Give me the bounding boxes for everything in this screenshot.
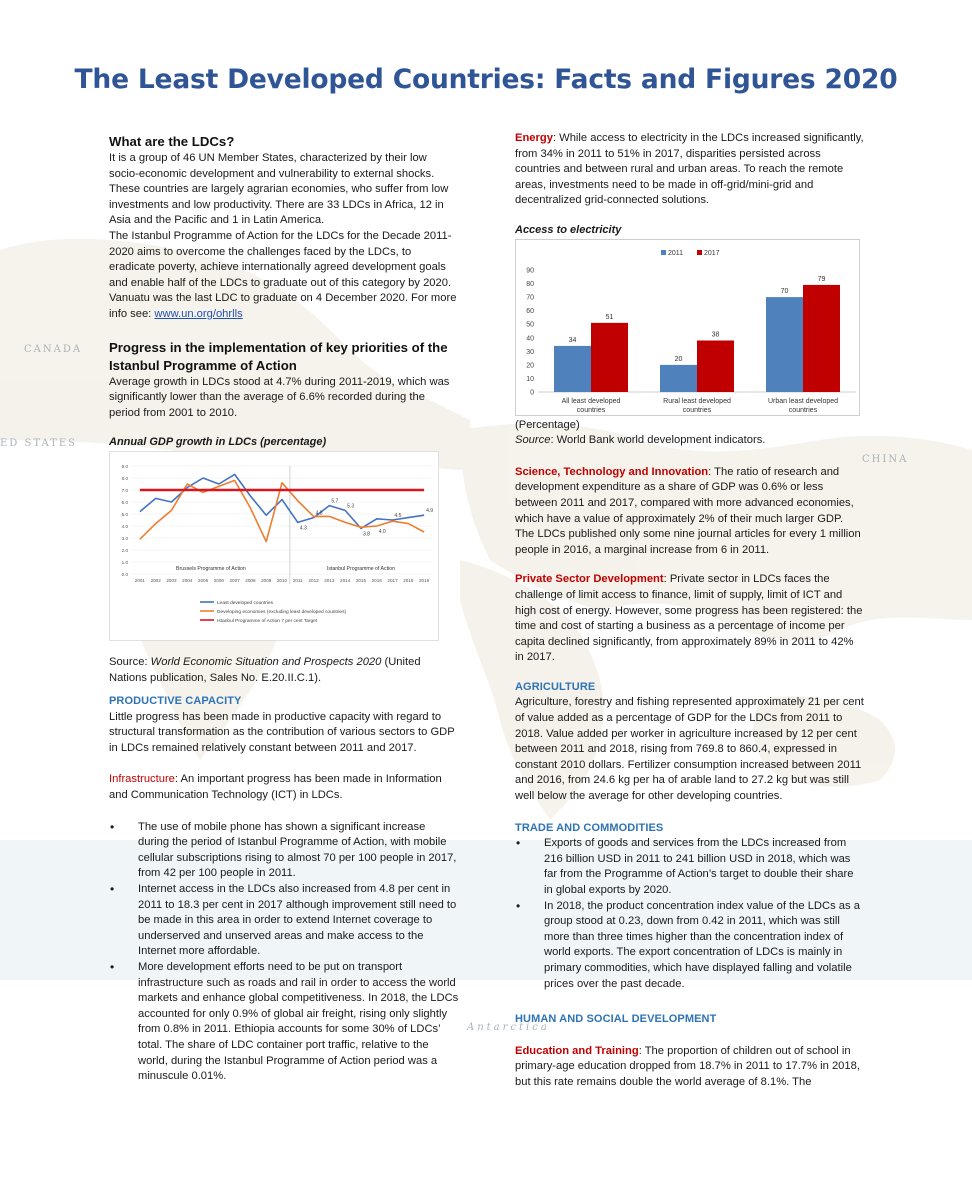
gdp-data-label: 4.0 <box>378 528 386 535</box>
infrastructure-bullets <box>109 820 459 1085</box>
infrastructure-text: : An important progress has been made in Information and Communication Technology (ICT) in LDCs. <box>109 773 442 802</box>
gdp-data-label: 5.3 <box>347 503 355 510</box>
electricity-ytick-label: 20 <box>526 361 534 369</box>
gdp-chart <box>109 451 439 641</box>
what-are-ldcs-paragraph: It is a group of 46 UN Member States, characterized by their low socio-economic development and vulnerability to external shocks. These countries are largely agrarian economies, who suffer from low investments and low productivity. There are 33 LDCs in Africa, 12 in Asia and the Pacific and 1 in Latin America. <box>109 152 449 227</box>
agriculture-paragraph: Agriculture, forestry and fishing represented approximately 21 per cent of value added as a percentage of GDP for the LDCs from 2011 to 2018. Value added per worker in agriculture increased by 12 per cent between 2011 and 2018, rising from 769.8 to 860.4, expressed in constant 2010 dollars. Fertilizer consumption increased between 2011 and 2016, from 24.6 kg per ha of arable land to 27.2 kg but was still well below the average for other developing countries. <box>515 696 864 803</box>
electricity-category-label: countries <box>682 406 712 414</box>
electricity-category-label: Rural least developed <box>663 397 731 405</box>
gdp-source <box>109 655 459 686</box>
electricity-ytick-label: 0 <box>530 389 534 397</box>
gdp-xtick-label: 2016 <box>371 577 382 583</box>
gdp-period-label: Brussels Programme of Action <box>176 565 246 572</box>
what-are-ldcs-heading: What are the LDCs? <box>109 134 235 149</box>
bullet-dot: • <box>110 882 115 897</box>
gdp-data-label: 4.5 <box>394 512 402 519</box>
electricity-category-label: countries <box>788 406 818 414</box>
electricity-ytick-label: 60 <box>526 307 534 315</box>
progress-heading: Progress in the implementation of key priorities of the Istanbul Programme of Action <box>109 339 448 373</box>
electricity-data-label: 70 <box>780 287 789 295</box>
electricity-data-label: 34 <box>568 336 577 344</box>
map-label-antarctica: Antarctica <box>467 1022 550 1033</box>
trade-heading: TRADE AND COMMODITIES <box>515 821 664 834</box>
electricity-bar <box>554 345 591 391</box>
electricity-source-rest: : World Bank world development indicators. <box>550 434 766 447</box>
bullet-item <box>515 836 865 898</box>
map-label-china: CHINA <box>862 454 909 465</box>
gdp-xtick-label: 2006 <box>213 577 224 583</box>
gdp-xtick-label: 2013 <box>324 577 335 583</box>
energy-paragraph <box>515 131 865 209</box>
bullet-dot: • <box>516 898 521 913</box>
gdp-data-label: 3.8 <box>362 531 370 538</box>
electricity-legend-label: 2017 <box>704 249 720 257</box>
bullet-text: Internet access in the LDCs also increased from 4.8 per cent in 2011 to 18.3 per cent in 2017 although improvement still need to be made in this area in order to extend Internet coverage to underserved and unserved areas and make access to the Internet more affordable. <box>138 883 457 958</box>
gdp-data-label: 4.8 <box>315 510 323 517</box>
electricity-data-label: 79 <box>817 275 826 283</box>
electricity-ytick-label: 40 <box>526 334 534 342</box>
electricity-chart-title: Access to electricity <box>515 223 622 236</box>
page-title: The Least Developed Countries: Facts and Figures 2020 <box>74 64 898 95</box>
bullet-text: The use of mobile phone has shown a significant increase during the period of Istanbul Programme of Action, with mobile cellular subscriptions rising to almost 70 per 100 people in 2017, from 42 per 100 people in 2011. <box>138 820 457 880</box>
electricity-ytick-label: 50 <box>526 321 534 329</box>
gdp-data-label: 4.9 <box>426 508 434 515</box>
gdp-xtick-label: 2002 <box>150 577 161 583</box>
gdp-data-label: 4.3 <box>299 525 307 532</box>
electricity-ytick-label: 90 <box>526 267 534 275</box>
gdp-source-rest: (United Nations publication, Sales No. E.20.II.C.1). <box>109 655 421 684</box>
trade-bullets <box>515 836 865 992</box>
right-column <box>515 131 865 1091</box>
bullet-item <box>109 882 459 960</box>
istanbul-programme-paragraph <box>109 229 459 323</box>
map-label-united-states: ED STATES <box>0 438 77 449</box>
gdp-ytick-label: 5.0 <box>121 511 128 517</box>
gdp-xtick-label: 2012 <box>308 577 319 583</box>
gdp-legend-label: Developing economies (excluding least developed countries) <box>217 609 347 615</box>
electricity-category-label: All least developed <box>561 397 621 405</box>
gdp-xtick-label: 2017 <box>387 577 398 583</box>
bullet-item <box>109 960 459 1085</box>
gdp-xtick-label: 2005 <box>197 577 209 583</box>
electricity-bar-chart <box>516 240 861 417</box>
bullet-dot: • <box>110 819 115 834</box>
sti-text: : The ratio of research and development expenditure as a share of GDP was 0.6% or less between 2011 and 2017, compared with more advanced economies, which have a value of approximately 2% of their much larger GDP. The LDCs published only some nine journal articles for every 1 million people in 2016, a marginal increase from 6 in 2011. <box>515 465 861 556</box>
gdp-xtick-label: 2001 <box>134 577 146 583</box>
electricity-category-label: countries <box>576 406 606 414</box>
psd-paragraph <box>515 572 865 666</box>
bullet-item <box>109 820 459 882</box>
bullet-item <box>515 899 865 993</box>
electricity-legend-label: 2011 <box>668 249 684 257</box>
education-text: : The proportion of children out of school in primary-age education dropped from 18.7% in 2011 to 17.7% in 2018, but this rate remains double the world average of 8.1%. The <box>515 1044 860 1088</box>
bullet-text: More development efforts need to be put on transport infrastructure such as roads and rail in order to access the world markets and enhance global competitiveness. In 2018, the LDCs accounted for only 0.9% of global air freight, rising only slightly from 0.8% in 2011. Ethiopia accounts for some 30% of LDCs’ total. The share of LDC container port traffic, relative to the world, during the Istanbul Programme of Action period was a minuscule 0.01%. <box>138 961 459 1083</box>
gdp-xtick-label: 2014 <box>340 577 351 583</box>
electricity-ytick-label: 30 <box>526 348 534 356</box>
electricity-data-label: 20 <box>674 355 683 363</box>
map-label-canada: CANADA <box>24 344 83 355</box>
gdp-data-label: 5.7 <box>331 498 339 505</box>
sti-lead: Science, Technology and Innovation <box>515 465 709 478</box>
psd-lead: Private Sector Development <box>515 573 664 586</box>
gdp-xtick-label: 2004 <box>182 577 193 583</box>
gdp-ytick-label: 7.0 <box>121 487 128 493</box>
gdp-ytick-label: 2.0 <box>121 547 128 553</box>
electricity-data-label: 38 <box>711 331 720 339</box>
bullet-text: Exports of goods and services from the LDCs increased from 216 billion USD in 2011 to 241 billion USD in 2018, which was far from the Programme of Action’s target to double their share in global exports by 2020. <box>544 837 854 896</box>
electricity-chart <box>515 239 860 416</box>
electricity-bar <box>591 322 628 391</box>
gdp-chart-title: Annual GDP growth in LDCs (percentage) <box>109 436 327 449</box>
gdp-growth-line-chart <box>110 452 440 642</box>
gdp-ytick-label: 8.0 <box>121 475 128 481</box>
electricity-ytick-label: 80 <box>526 280 534 288</box>
electricity-source <box>515 433 865 449</box>
gdp-ytick-label: 0.0 <box>121 571 128 577</box>
energy-lead: Energy <box>515 132 553 144</box>
gdp-period-label: Istanbul Programme of Action <box>326 565 395 572</box>
electricity-bar <box>766 297 803 392</box>
gdp-source-title: World Economic Situation and Prospects 2020 <box>150 655 382 668</box>
infrastructure-paragraph <box>109 772 459 803</box>
electricity-category-label: Urban least developed <box>767 397 839 405</box>
gdp-xtick-label: 2003 <box>166 577 177 583</box>
gdp-xtick-label: 2019 <box>418 577 430 583</box>
gdp-ytick-label: 9.0 <box>121 463 128 469</box>
gdp-legend-label: Least developed countries <box>217 600 274 606</box>
electricity-ytick-label: 10 <box>526 375 534 383</box>
productive-capacity-paragraph: Little progress has been made in productive capacity with regard to structural transformation as the contribution of various sectors to GDP in LDCs remained relatively constant between 2011 and 2017. <box>109 710 455 754</box>
gdp-xtick-label: 2010 <box>276 577 288 583</box>
bullet-text: In 2018, the product concentration index value of the LDCs as a group stood at 0.23, down from 0.42 in 2011, which was still more than three times higher than the concentration index of world exports. The export concentration of LDCs is mainly in primary commodities, which have displayed falling and volatile prices over the past decade. <box>544 899 860 990</box>
gdp-xtick-label: 2015 <box>355 577 367 583</box>
sti-paragraph <box>515 465 865 559</box>
psd-text: : Private sector in LDCs faces the challenge of limit access to finance, limit of supply, limit of ICT and high cost of energy. However, some progress has been registered: the time and cost of starting a business as a percentage of income per capita declined significantly, from approximately 89% in 2011 to 42% in 2017. <box>515 573 863 664</box>
electricity-data-label: 51 <box>605 313 614 321</box>
electricity-bar <box>660 364 697 391</box>
electricity-caption: (Percentage) <box>515 418 580 431</box>
productive-capacity-heading: PRODUCTIVE CAPACITY <box>109 695 242 708</box>
education-paragraph <box>515 1044 865 1091</box>
education-lead: Education and Training <box>515 1044 639 1057</box>
energy-text: : While access to electricity in the LDCs increased significantly, from 34% in 2011 to 51% in 2017, disparities persisted across countries and between rural and urban areas. To reach the remote areas, investments need to be made in off-grid/mini-grid and decentralized grid-connected solutions. <box>515 132 864 207</box>
electricity-ytick-label: 70 <box>526 294 534 302</box>
electricity-legend-swatch <box>697 250 702 255</box>
gdp-ytick-label: 3.0 <box>121 535 128 541</box>
progress-paragraph: Average growth in LDCs stood at 4.7% during 2011-2019, which was significantly lower than the average of 6.6% recorded during the period from 2001 to 2010. <box>109 375 450 419</box>
left-column <box>109 133 459 1085</box>
gdp-ytick-label: 4.0 <box>121 523 128 529</box>
human-social-heading: HUMAN AND SOCIAL DEVELOPMENT <box>515 1013 717 1026</box>
gdp-legend-label: Istanbul Programme of Action 7 per cent Target <box>217 618 318 624</box>
gdp-xtick-label: 2018 <box>403 577 414 583</box>
ohrlls-link[interactable]: www.un.org/ohrlls <box>154 307 243 320</box>
gdp-xtick-label: 2009 <box>261 577 272 583</box>
electricity-legend-swatch <box>661 250 666 255</box>
gdp-source-lead: Source: <box>109 655 151 668</box>
istanbul-programme-text: The Istanbul Programme of Action for the LDCs for the Decade 2011-2020 aims to overcome the challenges faced by the LDCs, to eradicate poverty, achieve internationally agreed development goals and enable half of the LDCs to graduate out of this category by 2020. Vanuatu was the last LDC to graduate on 4 December 2020. For more info see: <box>109 229 457 320</box>
agriculture-heading: AGRICULTURE <box>515 680 596 693</box>
gdp-xtick-label: 2007 <box>229 577 240 583</box>
gdp-ytick-label: 6.0 <box>121 499 128 505</box>
bullet-dot: • <box>516 836 521 851</box>
bullet-dot: • <box>110 960 115 974</box>
electricity-bar <box>803 284 840 391</box>
infrastructure-lead: Infrastructure <box>109 773 175 786</box>
electricity-bar <box>697 340 734 392</box>
electricity-source-lead: Source <box>515 434 551 447</box>
gdp-ytick-label: 1.0 <box>121 559 128 565</box>
gdp-xtick-label: 2008 <box>245 577 256 583</box>
gdp-xtick-label: 2011 <box>292 577 303 583</box>
